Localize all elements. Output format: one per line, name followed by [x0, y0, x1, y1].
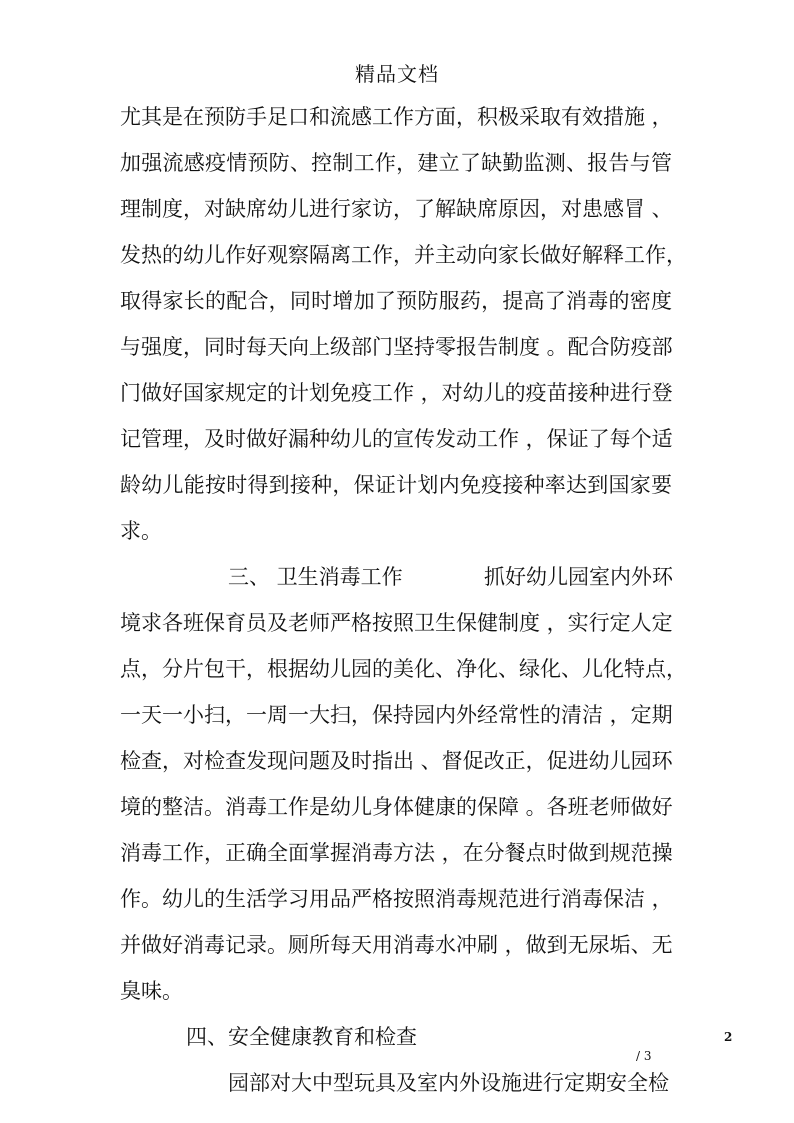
body-line-15: 检查，对检查发现问题及时指出 、督促改正，促进幼儿园环 — [120, 749, 673, 773]
section-3-continuation: 抓好幼儿园室内外环 — [484, 565, 673, 589]
body-line-19: 并做好消毒记录。厕所每天用消毒水冲刷 ，做到无尿垢、无 — [120, 933, 673, 957]
body-line-4: 发热的幼儿作好观察隔离工作，并主动向家长做好解释工作， — [120, 243, 687, 267]
body-line-8: 记管理，及时做好漏种幼儿的宣传发动工作 ，保证了每个适 — [120, 427, 673, 451]
body-line-20: 臭味。 — [120, 979, 183, 1003]
body-line-6: 与强度，同时每天向上级部门坚持零报告制度 。配合防疫部 — [120, 335, 673, 359]
body-line-13: 点，分片包干，根据幼儿园的美化、净化、绿化、儿化特点， — [120, 657, 687, 681]
body-line-12: 境求各班保育员及老师严格按照卫生保健制度 ，实行定人定 — [120, 611, 673, 635]
section-4-heading: 四、安全健康教育和检查 — [186, 1025, 417, 1049]
body-line-2: 加强流感疫情预防、控制工作，建立了缺勤监测、报告与管 — [120, 151, 672, 175]
body-line-9: 龄幼儿能按时得到接种，保证计划内免疫接种率达到国家要 — [120, 473, 672, 497]
page-header: 精品文档 — [355, 62, 439, 86]
body-line-10: 求。 — [120, 519, 162, 543]
body-line-18: 作。幼儿的生活学习用品严格按照消毒规范进行消毒保洁 ， — [120, 887, 673, 911]
body-line-3: 理制度，对缺席幼儿进行家访，了解缺席原因，对患感冒 、 — [120, 197, 673, 221]
body-line-7: 门做好国家规定的计划免疫工作 ，对幼儿的疫苗接种进行登 — [120, 381, 673, 405]
body-line-14: 一天一小扫，一周一大扫，保持园内外经常性的清洁 ，定期 — [120, 703, 673, 727]
page-number: 2 — [724, 1030, 733, 1044]
section-3-heading: 三、 卫生消毒工作 — [228, 565, 403, 589]
body-line-17: 消毒工作，正确全面掌握消毒方法 ，在分餐点时做到规范操 — [120, 841, 673, 865]
body-line-1: 尤其是在预防手足口和流感工作方面，积极采取有效措施 ， — [120, 105, 673, 129]
section-4-first-line: 园部对大中型玩具及室内外设施进行定期安全检 — [228, 1071, 669, 1095]
page-total: / 3 — [636, 1049, 652, 1063]
body-line-16: 境的整洁。消毒工作是幼儿身体健康的保障 。各班老师做好 — [120, 795, 673, 819]
body-line-5: 取得家长的配合，同时增加了预防服药，提高了消毒的密度 — [120, 289, 672, 313]
